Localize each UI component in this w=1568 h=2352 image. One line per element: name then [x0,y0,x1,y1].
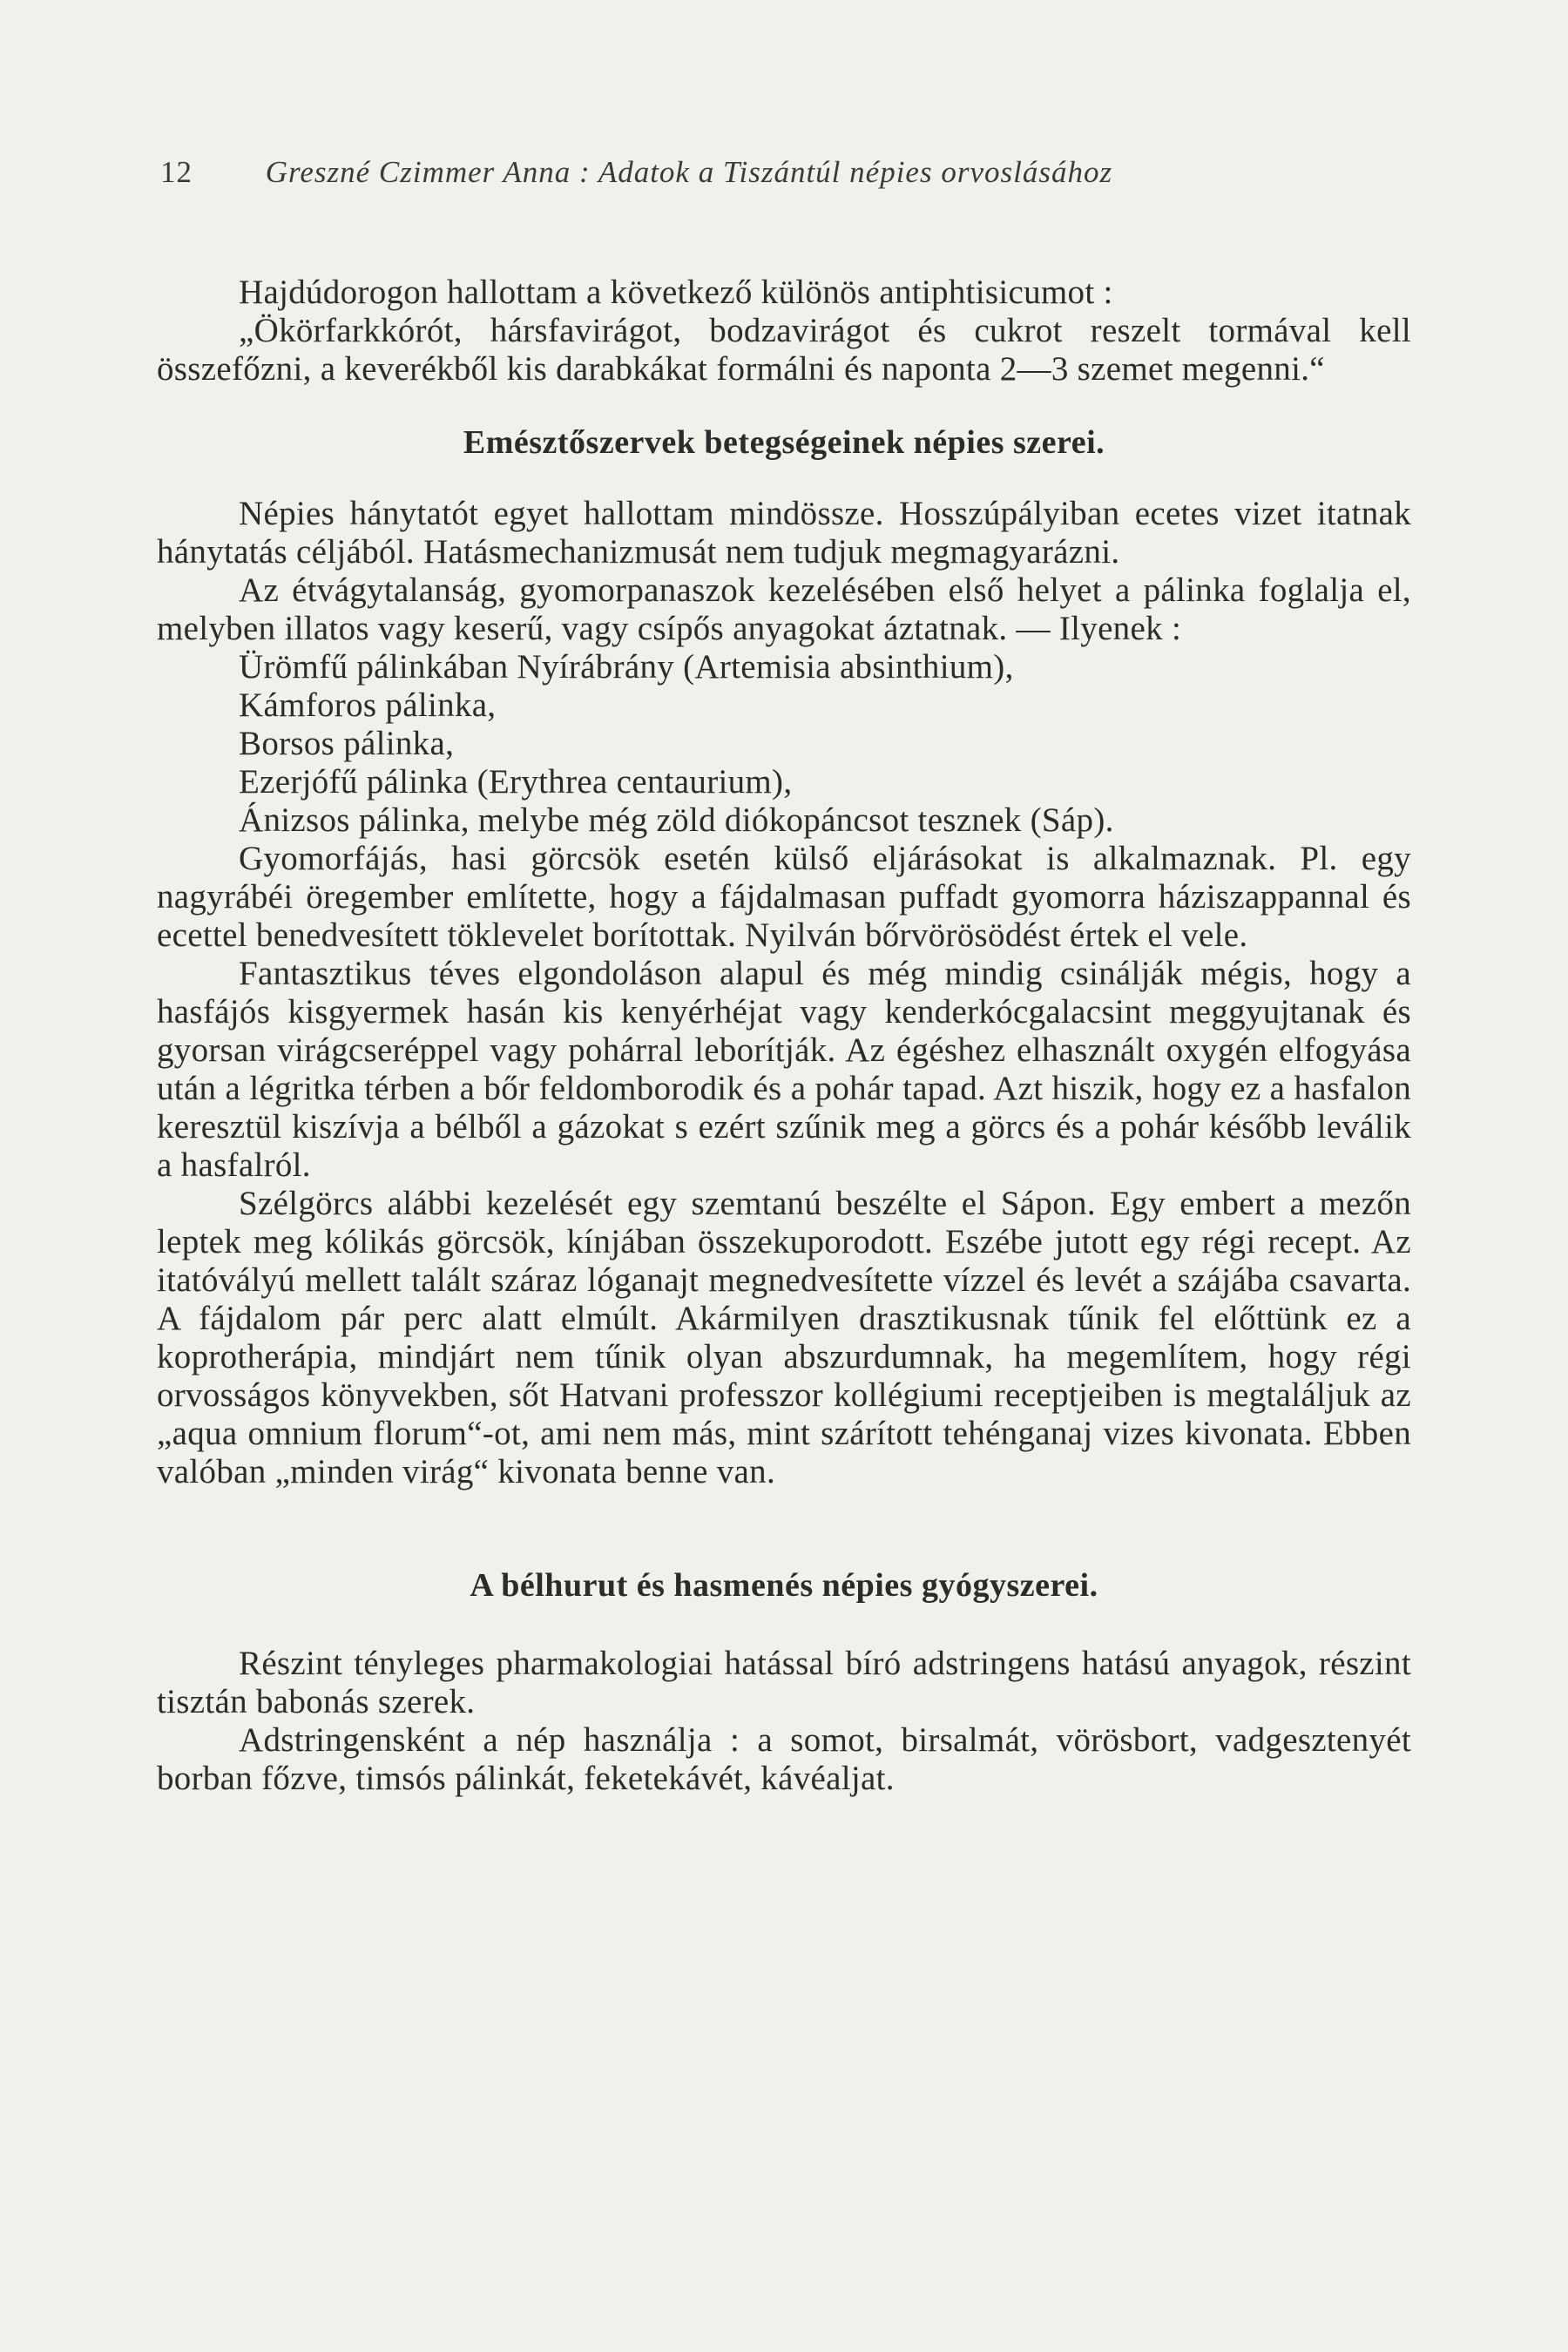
section-heading: Emésztőszervek betegségeinek népies szerei. [463,424,1105,461]
paragraph: Népies hánytatót egyet hallottam mindössze. Hosszúpályiban ecetes vizet itatnak hánytatás céljából. Hatásmechanizmusát nem tudjuk megmagyarázni. [157,495,1411,571]
paragraph: Gyomorfájás, hasi görcsök esetén külső eljárásokat is alkalmaznak. Pl. egy nagyrábéi öregember említette, hogy a fájdalmasan puffadt gyomorra háziszappannal és ecettel benedvesített töklevelet borítottak. Nyilván bőrvörösödést értek el vele. [157,840,1411,954]
paragraph: Szélgörcs alábbi kezelését egy szemtanú beszélte el Sápon. Egy embert a mezőn leptek meg kólikás görcsök, kínjában összekuporodott. Eszébe jutott egy régi recept. Az itatóvályú mellett talált száraz lóganajt megnedvesítette vízzel és levét a szájába csavarta. A fájdalom pár perc alatt elmúlt. Akármilyen drasztikusnak tűnik fel előttünk ez a koprotherápia, mindjárt nem tűnik olyan abszurdumnak, ha megemlítem, hogy régi orvosságos könyvekben, sőt Hatvani professzor kollégiumi receptjeiben is megtaláljuk az „aqua omnium florum“-ot, ami nem más, mint szárított tehénganaj vizes kivonata. Ebben valóban „minden virág“ kivonata benne van. [157,1185,1411,1490]
body-text [157,274,1411,1798]
page-number: 12 [160,155,193,189]
list-item: Ánizsos pálinka, melybe még zöld diókopáncsot tesznek (Sáp). [239,801,1114,839]
paragraph: Hajdúdorogon hallottam a következő különös antiphtisicumot : [239,274,1113,311]
running-head [160,155,1415,190]
paragraph: Részint tényleges pharmakologiai hatással bíró adstringens hatású anyagok, részint tisztán babonás szerek. [157,1645,1411,1720]
paragraph: Az étvágytalanság, gyomorpanaszok kezelésében első helyet a pálinka foglalja el, melyben illatos vagy keserű, vagy csípős anyagokat áztatnak. — Ilyenek : [157,571,1411,647]
section-heading: A bélhurut és hasmenés népies gyógyszerei. [470,1567,1098,1604]
list-item: Ürömfű pálinkában Nyírábrány (Artemisia absinthium), [239,648,1014,686]
paragraph: „Ökörfarkkórót, hársfavirágot, bodzavirágot és cukrot reszelt tormával kell összefőzni, a keverékből kis darabkákat formálni és naponta 2—3 szemet megenni.“ [157,312,1411,388]
list-item: Borsos pálinka, [239,725,455,762]
paragraph: Adstringensként a nép használja : a somot, birsalmát, vörösbort, vadgesztenyét borban főzve, timsós pálinkát, feketekávét, kávéaljat. [157,1721,1411,1797]
running-title: Greszné Czimmer Anna : Adatok a Tiszántúl népies orvoslásához [265,155,1113,189]
paragraph: Fantasztikus téves elgondoláson alapul és még mindig csinálják mégis, hogy a hasfájós kisgyermek hasán kis kenyérhéjat vagy kenderkócgalacsint meggyujtanak és gyorsan virágcseréppel vagy pohárral leborítják. Az égéshez elhasznált oxygén elfogyása után a légritka térben a bőr feldomborodik és a pohár tapad. Azt hiszik, hogy ez a hasfalon keresztül kiszívja a bélből a gázokat s ezért szűnik meg a görcs és a pohár később leválik a hasfalról. [157,955,1411,1184]
list-item: Ezerjófű pálinka (Erythrea centaurium), [239,763,793,801]
list-item: Kámforos pálinka, [239,686,497,724]
